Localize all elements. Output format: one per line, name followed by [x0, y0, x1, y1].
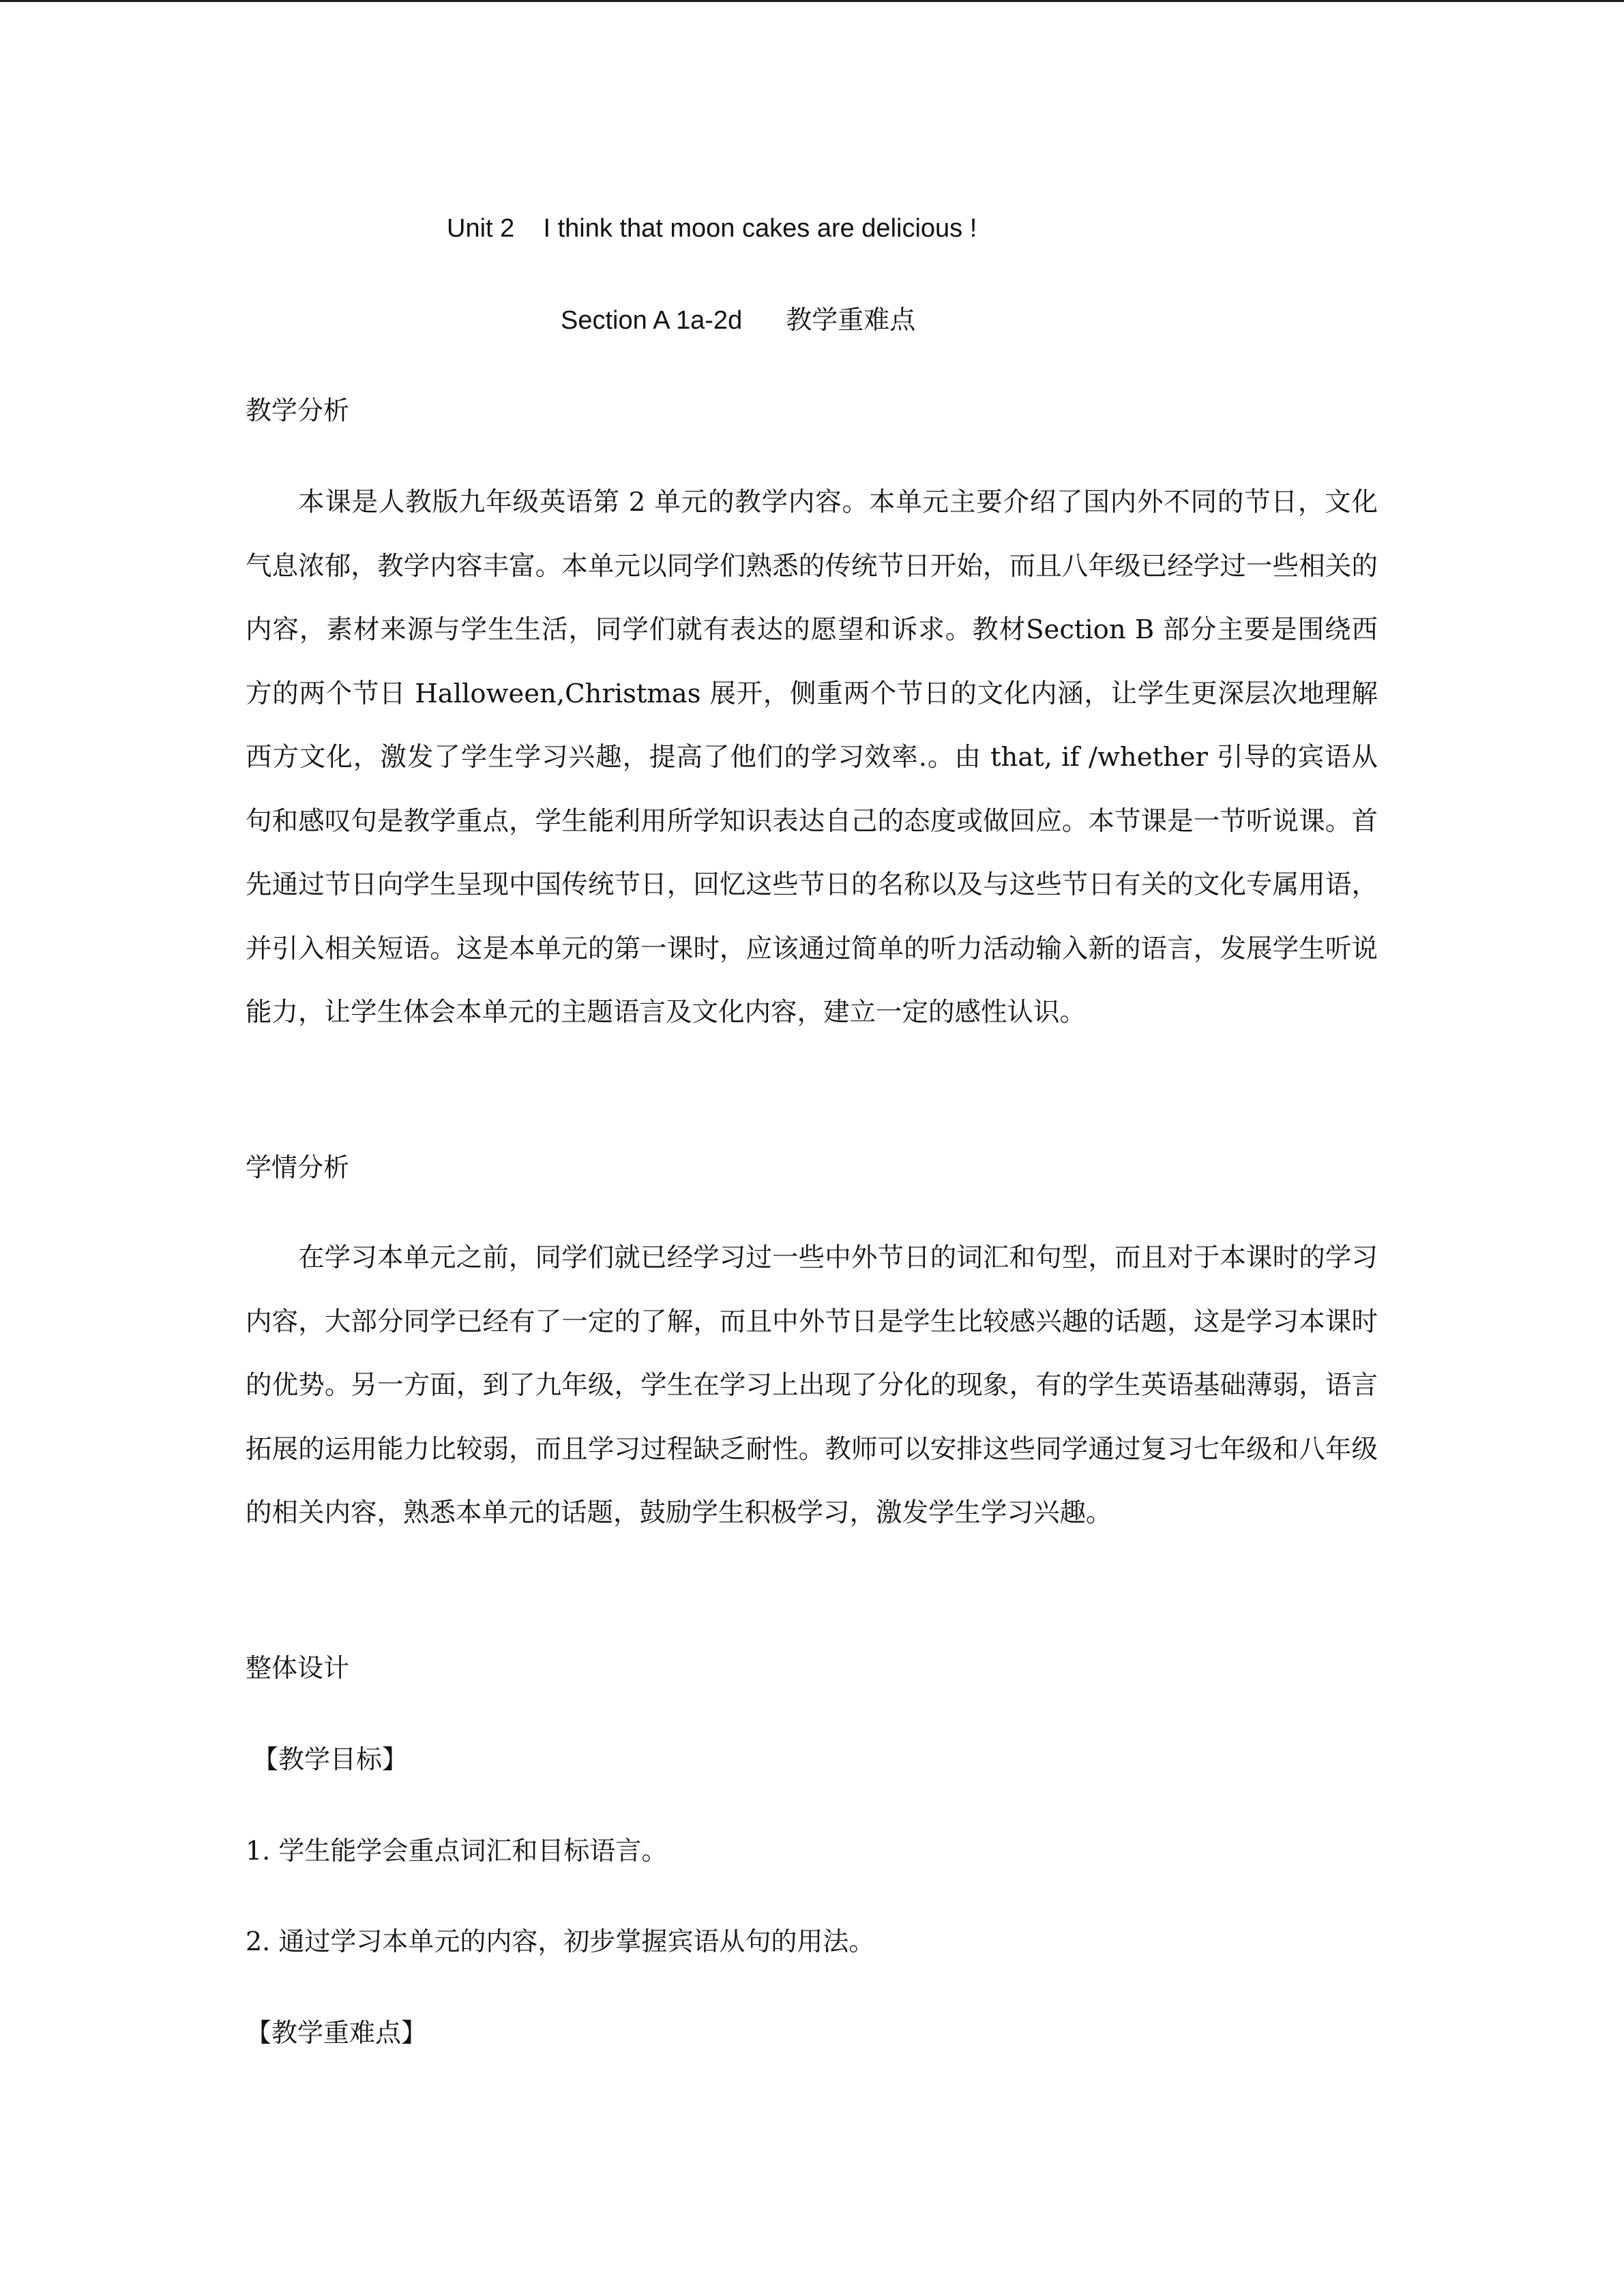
goal-item-2: 2. 通过学习本单元的内容，初步掌握宾语从句的用法。 [246, 1926, 875, 1956]
heading-teaching-goals: 【教学目标】 [252, 1744, 409, 1774]
heading-key-points: 【教学重难点】 [246, 2018, 428, 2048]
subtitle-section-label: Section A 1a-2d [561, 306, 743, 335]
document-subtitle [561, 303, 915, 338]
paragraph-teaching-analysis: 本课是人教版九年级英语第 2 单元的教学内容。本单元主要介绍了国内外不同的节日，文化气息浓郁，教学内容丰富。本单元以同学们熟悉的传统节日开始，而且八年级已经学过一些相关的内容，素材来源与学生生活，同学们就有表达的愿望和诉求。教材Section B 部分主要是围绕西方的两个节日 Halloween,Christmas 展开，侧重两个节日的文化内涵，让学生更深层次地理解西方文化，激发了学生学习兴趣，提高了他们的学习效率.。由 that, if /whether 引导的宾语从句和感叹句是教学重点，学生能利用所学知识表达自己的态度或做回应。本节课是一节听说课。首先通过节日向学生呈现中国传统节日，回忆这些节日的名称以及与这些节日有关的文化专属用语，并引入相关短语。这是本单元的第一课时，应该通过简单的听力活动输入新的语言，发展学生听说能力，让学生体会本单元的主题语言及文化内容，建立一定的感性认识。 [246, 487, 1378, 1028]
goal-item-1: 1. 学生能学会重点词汇和目标语言。 [246, 1836, 668, 1866]
page-top-border [0, 0, 1624, 2]
subtitle-topic: 教学重难点 [786, 305, 916, 335]
heading-teaching-analysis: 教学分析 [246, 396, 350, 426]
heading-student-analysis: 学情分析 [246, 1152, 350, 1182]
paragraph-student-analysis: 在学习本单元之前，同学们就已经学习过一些中外节日的词汇和句型，而且对于本课时的学习内容，大部分同学已经有了一定的了解，而且中外节日是学生比较感兴趣的话题，这是学习本课时的优势。另一方面，到了九年级，学生在学习上出现了分化的现象，有的学生英语基础薄弱，语言拓展的运用能力比较弱，而且学习过程缺乏耐性。教师可以安排这些同学通过复习七年级和八年级的相关内容，熟悉本单元的话题，鼓励学生积极学习，激发学生学习兴趣。 [246, 1242, 1378, 1528]
document-title: Unit 2 I think that moon cakes are delicious ! [447, 214, 977, 243]
heading-overall-design: 整体设计 [246, 1653, 350, 1683]
